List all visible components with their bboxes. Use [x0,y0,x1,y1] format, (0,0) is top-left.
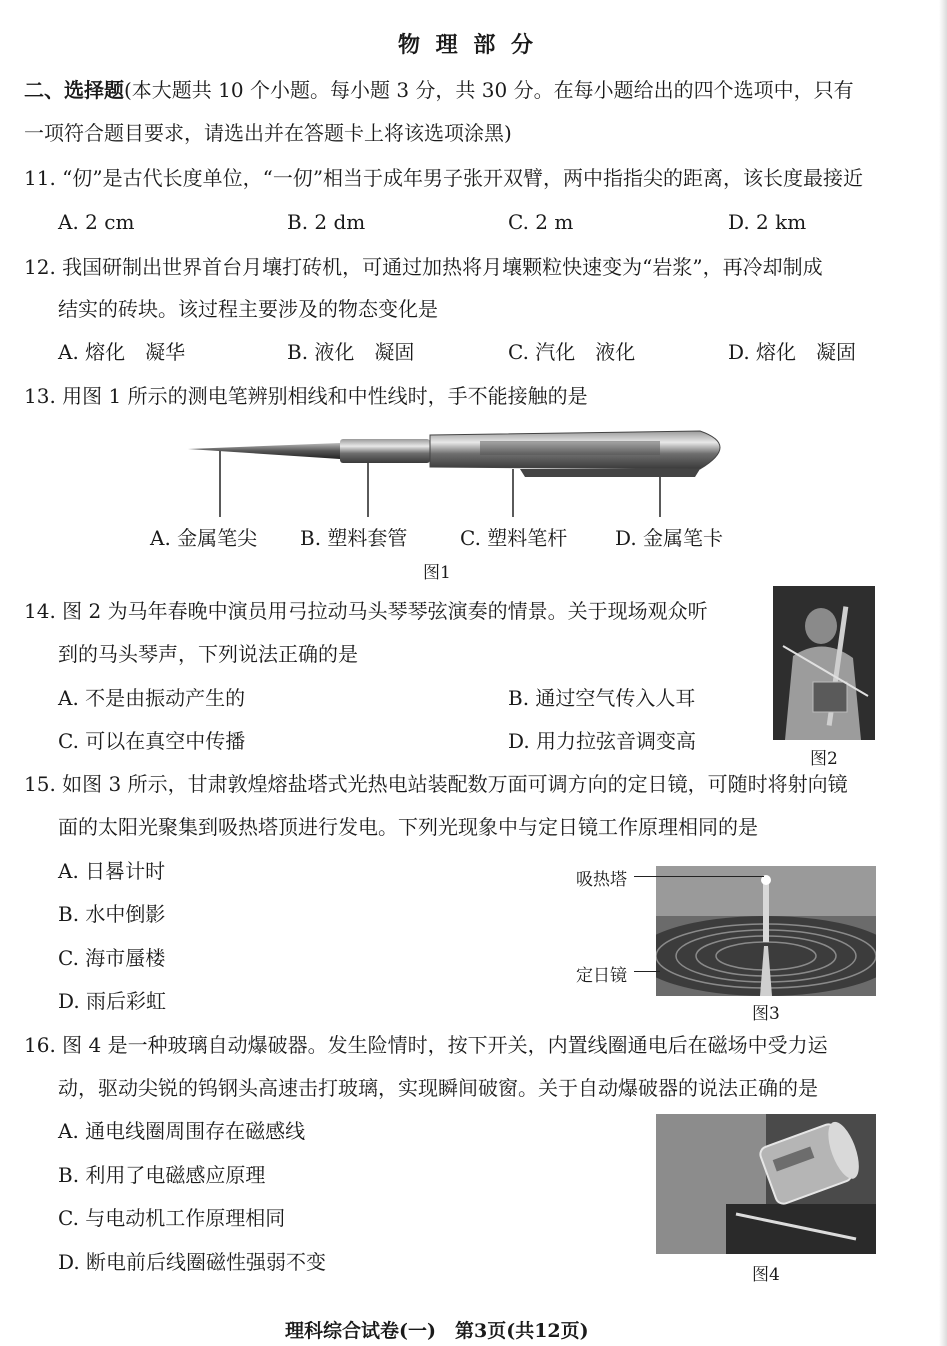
q16-option-a: A. 通电线圈周围存在磁感线 [58,1119,306,1143]
q16-stem-2: 动，驱动尖锐的钨钢头高速击打玻璃，实现瞬间破窗。关于自动爆破器的说法正确的是 [58,1076,818,1100]
figure-3-tower-pointer [634,876,764,877]
q15-option-b: B. 水中倒影 [58,902,166,926]
q12-option-a: A. 熔化 凝华 [58,340,186,364]
page-title: 物 理 部 分 [398,32,537,58]
solar-plant-image [656,866,876,996]
q15-option-c: C. 海市蜃楼 [58,946,166,970]
musician-image [773,586,875,740]
q16-option-d: D. 断电前后线圈磁性强弱不变 [58,1250,327,1274]
q14-option-d: D. 用力拉弦音调变高 [508,729,697,753]
figure-3-caption: 图3 [752,1004,780,1024]
q14-option-a: A. 不是由振动产生的 [58,686,246,710]
q13-label-c: C. 塑料笔杆 [460,526,568,550]
test-pen-figure [180,425,750,525]
q15-option-a: A. 日晷计时 [58,859,166,883]
q16-stem-1: 16. 图 4 是一种玻璃自动爆破器。发生险情时，按下开关，内置线圈通电后在磁场中受力运 [24,1033,828,1057]
pen-metal-tip [188,443,340,459]
q14-stem-1: 14. 图 2 为马年春晚中演员用弓拉动马头琴琴弦演奏的情景。关于现场观众听 [24,599,708,623]
q14-option-c: C. 可以在真空中传播 [58,729,246,753]
figure-4-photo [656,1114,876,1254]
q13-label-a: A. 金属笔尖 [150,526,258,550]
glass-breaker-image [656,1114,876,1254]
q12-stem-2: 结实的砖块。该过程主要涉及的物态变化是 [58,297,438,321]
q12-stem-1: 12. 我国研制出世界首台月壤打砖机，可通过加热将月壤颗粒快速变为“岩浆”，再冷却制成 [24,255,823,279]
q14-stem-2: 到的马头琴声，下列说法正确的是 [58,642,358,666]
q13-stem: 13. 用图 1 所示的测电笔辨别相线和中性线时，手不能接触的是 [24,384,588,408]
q11-stem: 11. “仞”是古代长度单位，“一仞”相当于成年男子张开双臂，两中指指尖的距离，该长度最接近 [24,166,864,190]
q12-option-c: C. 汽化 液化 [508,340,636,364]
q11-option-c: C. 2 m [508,210,574,234]
q11-option-d: D. 2 km [728,210,807,234]
figure-1-caption: 图1 [423,563,451,583]
q16-option-b: B. 利用了电磁感应原理 [58,1163,266,1187]
figure-3-label-mirror: 定日镜 [576,966,627,986]
q15-option-d: D. 雨后彩虹 [58,989,167,1013]
section-head: 二、选择题 [24,78,124,102]
section-header [24,76,854,104]
pen-metal-clip [520,469,700,477]
figure-3-label-tower: 吸热塔 [576,870,627,890]
figure-2-photo [773,586,875,740]
page-footer: 理科综合试卷(一) 第3页(共12页) [285,1320,589,1342]
pen-barrel-detail [480,441,660,455]
pen-plastic-sleeve [340,439,430,463]
q13-label-d: D. 金属笔卡 [615,526,724,550]
q11-option-a: A. 2 cm [58,210,135,234]
figure-2-caption: 图2 [810,749,838,769]
q14-option-b: B. 通过空气传入人耳 [508,686,696,710]
figure-4-caption: 图4 [752,1265,780,1285]
figure-3-photo [656,866,876,996]
q11-option-b: B. 2 dm [287,210,366,234]
q15-stem-2: 面的太阳光聚集到吸热塔顶进行发电。下列光现象中与定日镜工作原理相同的是 [58,815,758,839]
figure-3-mirror-pointer [634,971,660,972]
q12-option-d: D. 熔化 凝固 [728,340,857,364]
q12-option-b: B. 液化 凝固 [287,340,415,364]
scan-edge-shadow [939,0,947,1346]
section-instruction-1: (本大题共 10 个小题。每小题 3 分，共 30 分。在每小题给出的四个选项中，只有 [124,78,854,102]
q13-label-b: B. 塑料套管 [300,526,408,550]
q15-stem-1: 15. 如图 3 所示，甘肃敦煌熔盐塔式光热电站装配数万面可调方向的定日镜，可随时将射向镜 [24,772,848,796]
section-instruction-2: 一项符合题目要求，请选出并在答题卡上将该选项涂黑) [24,121,512,145]
q16-option-c: C. 与电动机工作原理相同 [58,1206,286,1230]
